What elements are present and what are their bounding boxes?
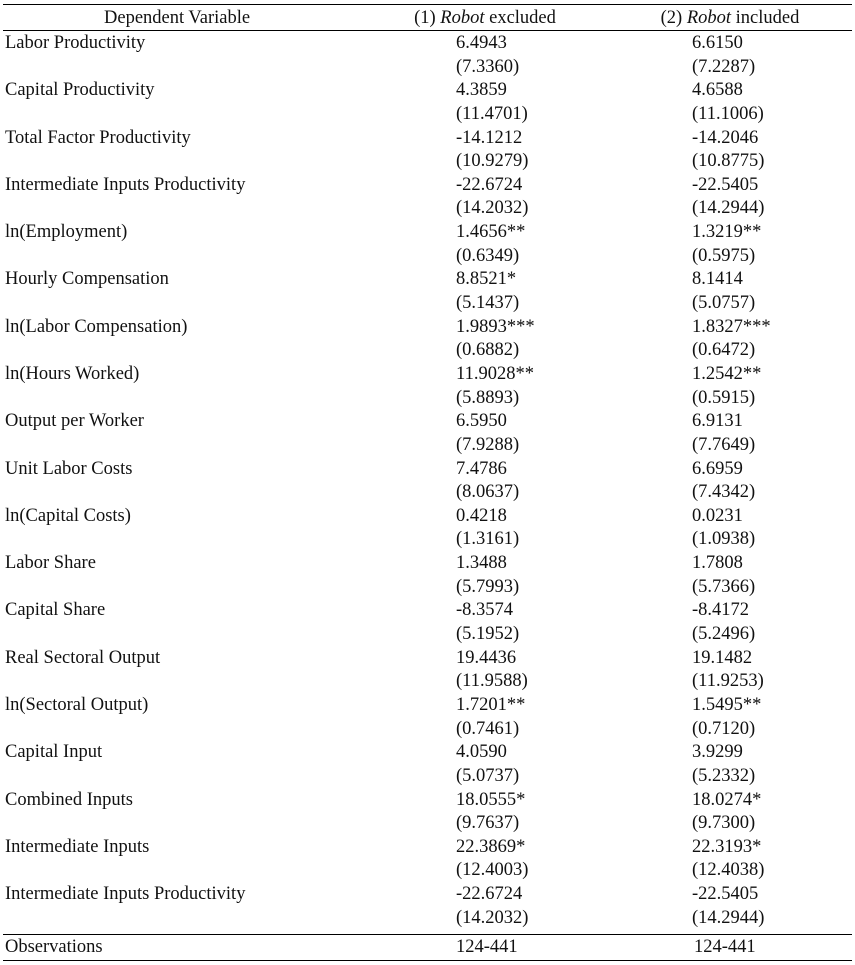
coef-col2: 8.1414: [692, 269, 743, 290]
header-col1-suffix: excluded: [484, 8, 556, 28]
row-label: Labor Share: [5, 553, 96, 574]
table-row-se: [0, 292, 855, 316]
row-label: ln(Labor Compensation): [5, 316, 188, 337]
coef-col1: 22.3869*: [456, 836, 526, 857]
coef-col1: 1.4656**: [456, 222, 526, 243]
coef-col1: -14.1212: [456, 127, 523, 148]
coef-col2: 4.6588: [692, 80, 743, 101]
header-col2-italic: Robot: [686, 8, 732, 28]
table-row: [0, 458, 855, 482]
table-row: [0, 694, 855, 718]
observations-col1: 124-441: [456, 937, 518, 957]
row-label: Unit Labor Costs: [5, 458, 133, 479]
se-col2: (0.5975): [692, 245, 756, 266]
coef-col2: 1.3219**: [692, 222, 762, 243]
table-row: [0, 268, 855, 292]
se-col1: (14.2032): [456, 198, 529, 219]
row-label: Intermediate Inputs: [5, 836, 150, 857]
se-col2: (1.0938): [692, 529, 756, 550]
header-column-2: [630, 6, 830, 30]
row-label: Capital Input: [5, 742, 103, 763]
table-row-se: [0, 528, 855, 552]
observations-col2: 124-441: [694, 937, 756, 957]
coef-col2: 19.1482: [692, 647, 753, 668]
table-row: [0, 221, 855, 245]
se-col1: (0.6882): [456, 340, 520, 361]
table-row-se: [0, 718, 855, 742]
coef-col2: 1.5495**: [692, 694, 762, 715]
se-col1: (5.7993): [456, 576, 520, 597]
se-col2: (0.7120): [692, 718, 756, 739]
table-row-se: [0, 812, 855, 836]
se-col2: (11.9253): [692, 671, 764, 692]
coef-col1: 6.4943: [456, 33, 507, 53]
coef-col1: 1.3488: [456, 553, 507, 574]
se-col1: (5.1952): [456, 624, 520, 645]
row-label: Hourly Compensation: [5, 269, 169, 290]
row-label: Real Sectoral Output: [5, 647, 161, 668]
table-row: [0, 741, 855, 765]
se-col1: (5.1437): [456, 293, 520, 314]
coef-col1: 4.0590: [456, 742, 507, 763]
row-label: Intermediate Inputs Productivity: [5, 884, 246, 905]
coef-col2: 3.9299: [692, 742, 743, 763]
se-col1: (11.9588): [456, 671, 528, 692]
header-col1-italic: Robot: [440, 8, 485, 28]
table-row: [0, 363, 855, 387]
se-col2: (14.2944): [692, 907, 765, 928]
table-row: [0, 79, 855, 103]
table-header-row: [0, 6, 855, 30]
se-col1: (10.9279): [456, 151, 529, 172]
header-col2-prefix: (2): [660, 8, 687, 28]
table-header-rule: [3, 30, 852, 31]
row-label: Total Factor Productivity: [5, 127, 191, 148]
table-row-se: [0, 765, 855, 789]
coef-col1: 0.4218: [456, 505, 507, 526]
coef-col1: 19.4436: [456, 647, 517, 668]
coef-col1: 1.7201**: [456, 694, 526, 715]
row-label: ln(Capital Costs): [5, 505, 131, 526]
table-row: [0, 883, 855, 907]
table-bottom-rule: [3, 960, 852, 961]
se-col1: (5.0737): [456, 765, 520, 786]
coef-col1: -22.6724: [456, 174, 523, 195]
table-row: [0, 836, 855, 860]
table-row-se: [0, 576, 855, 600]
coef-col2: 6.9131: [692, 411, 743, 432]
table-row: [0, 552, 855, 576]
table-row: [0, 174, 855, 198]
table-row-se: [0, 670, 855, 694]
se-col2: (5.2332): [692, 765, 756, 786]
table-row-se: [0, 56, 855, 80]
row-label: ln(Employment): [5, 222, 128, 243]
table-row-se: [0, 859, 855, 883]
se-col1: (7.3360): [456, 56, 520, 77]
se-col1: (1.3161): [456, 529, 520, 550]
se-col1: (12.4003): [456, 860, 529, 881]
coef-col2: 1.2542**: [692, 363, 762, 384]
table-row-se: [0, 197, 855, 221]
row-label: ln(Hours Worked): [5, 363, 140, 384]
coef-col2: 1.7808: [692, 553, 743, 574]
table-body: [0, 32, 855, 930]
se-col2: (14.2944): [692, 198, 765, 219]
se-col2: (7.7649): [692, 434, 756, 455]
header-column-1: [385, 6, 585, 30]
coef-col2: 6.6959: [692, 458, 743, 479]
se-col2: (7.2287): [692, 56, 756, 77]
coef-col1: 11.9028**: [456, 363, 534, 384]
se-col1: (9.7637): [456, 813, 520, 834]
coef-col1: 1.9893***: [456, 316, 535, 337]
table-row: [0, 789, 855, 813]
table-row: [0, 127, 855, 151]
se-col2: (10.8775): [692, 151, 765, 172]
coef-col1: -22.6724: [456, 884, 523, 905]
se-col2: (5.0757): [692, 293, 756, 314]
row-label: Capital Share: [5, 600, 106, 621]
coef-col2: -22.5405: [692, 174, 759, 195]
se-col2: (5.7366): [692, 576, 756, 597]
row-label: Combined Inputs: [5, 789, 133, 810]
table-top-rule: [3, 4, 852, 5]
table-row: [0, 316, 855, 340]
se-col2: (9.7300): [692, 813, 756, 834]
se-col1: (11.4701): [456, 103, 528, 124]
table-row: [0, 32, 855, 56]
table-row-se: [0, 150, 855, 174]
se-col1: (5.8893): [456, 387, 520, 408]
table-row: [0, 410, 855, 434]
table-row-se: [0, 387, 855, 411]
se-col1: (8.0637): [456, 482, 520, 503]
table-row-se: [0, 245, 855, 269]
coef-col1: 6.5950: [456, 411, 507, 432]
coef-col2: -22.5405: [692, 884, 759, 905]
table-row: [0, 599, 855, 623]
row-label: Labor Productivity: [5, 33, 146, 53]
se-col2: (11.1006): [692, 103, 764, 124]
se-col1: (7.9288): [456, 434, 520, 455]
coef-col1: 8.8521*: [456, 269, 517, 290]
table-row-se: [0, 434, 855, 458]
se-col2: (0.6472): [692, 340, 756, 361]
observations-label: Observations: [5, 937, 103, 957]
row-label: ln(Sectoral Output): [5, 694, 149, 715]
table-row-se: [0, 907, 855, 931]
row-label: Output per Worker: [5, 411, 144, 432]
coef-col2: 6.6150: [692, 33, 743, 53]
row-label: Intermediate Inputs Productivity: [5, 174, 246, 195]
row-label: Capital Productivity: [5, 80, 155, 101]
table-row-se: [0, 481, 855, 505]
coef-col2: -14.2046: [692, 127, 759, 148]
se-col2: (5.2496): [692, 624, 756, 645]
coef-col2: 18.0274*: [692, 789, 762, 810]
table-row: [0, 505, 855, 529]
se-col1: (0.6349): [456, 245, 520, 266]
coef-col1: 4.3859: [456, 80, 507, 101]
observations-row: [0, 935, 855, 959]
se-col1: (14.2032): [456, 907, 529, 928]
header-col1-prefix: (1): [414, 8, 441, 28]
coef-col2: 22.3193*: [692, 836, 762, 857]
header-dependent-variable: Dependent Variable: [104, 8, 251, 28]
header-col2-suffix: included: [731, 8, 800, 28]
coef-col1: -8.3574: [456, 600, 514, 621]
se-col2: (0.5915): [692, 387, 756, 408]
coef-col2: 0.0231: [692, 505, 743, 526]
coef-col1: 18.0555*: [456, 789, 526, 810]
se-col1: (0.7461): [456, 718, 520, 739]
coef-col2: -8.4172: [692, 600, 750, 621]
table-row: [0, 647, 855, 671]
coef-col2: 1.8327***: [692, 316, 771, 337]
table-row-se: [0, 339, 855, 363]
coef-col1: 7.4786: [456, 458, 507, 479]
table-row-se: [0, 623, 855, 647]
se-col2: (7.4342): [692, 482, 756, 503]
se-col2: (12.4038): [692, 860, 765, 881]
table-row-se: [0, 103, 855, 127]
